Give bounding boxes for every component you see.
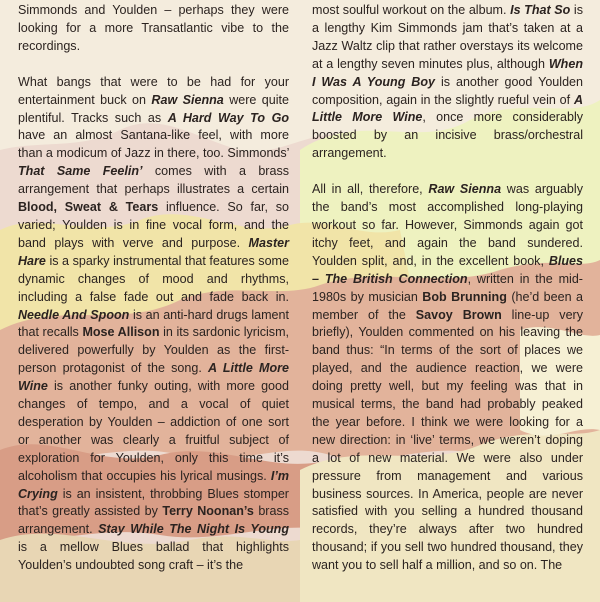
emphasis-text: Is That So (510, 3, 571, 17)
emphasis-text: Needle And Spoon (18, 307, 130, 322)
text-run: is an insistent, throbbing Blues stomper that’s greatly assisted by (18, 486, 289, 519)
emphasis-text: Blood, Sweat & Tears (18, 200, 159, 215)
paragraph (18, 2, 289, 56)
emphasis-text: A Little More Wine (18, 361, 289, 394)
text-run: is another good Youlden composition, again in the slightly rueful vein of (312, 74, 583, 107)
emphasis-text: Blues – The British Connection (312, 253, 583, 286)
emphasis-text: A Little More Wine (312, 92, 583, 125)
text-run: Simmonds and Youlden – perhaps they were looking for a more Transatlantic vibe to the recordings. (18, 3, 289, 53)
emphasis-text: Terry Noonan’s (162, 504, 254, 519)
emphasis-text: Raw Sienna (428, 182, 502, 197)
text-run: have an almost Santana-like feel, with more than a modicum of Jazz in there, too. Simmonds’ (18, 128, 289, 161)
text-run: is a mellow Blues ballad that highlights Youlden’s undoubted song craft – it’s the (18, 540, 289, 573)
text-run: (he’d been a member of the (312, 289, 583, 322)
emphasis-text: Savoy Brown (415, 307, 502, 322)
text-run: , written in the mid-1980s by musician (312, 271, 583, 304)
left-text-column (18, 2, 289, 575)
right-text-column (312, 2, 583, 575)
text-run: is an anti-hard drugs lament that recalls (18, 307, 289, 340)
text-run: was arguably the band’s most accomplished long-playing workout so far. However, Simmonds again got itchy feet, and again the band sundered. Youlden split, and, in the excellent book, (312, 182, 583, 268)
text-run: brass arrangement. (18, 504, 289, 537)
paragraph (18, 74, 289, 575)
text-run: is a sparky instrumental that features some dynamic changes of mood and rhythms, including a false fade out and fade back in. (18, 253, 289, 304)
emphasis-text: I’m Crying (18, 468, 289, 501)
paragraph (312, 181, 583, 575)
text-run: comes with a brass arrangement that perhaps illustrates a certain (18, 164, 289, 197)
emphasis-text: Stay While The Night Is Young (98, 522, 289, 537)
emphasis-text: That Same Feelin’ (18, 164, 143, 179)
emphasis-text: A Hard Way To Go (167, 110, 289, 125)
paragraph (312, 2, 583, 163)
emphasis-text: Bob Brunning (422, 289, 507, 304)
emphasis-text: When I Was A Young Boy (312, 56, 583, 89)
text-run: All in all, therefore, (312, 182, 429, 197)
text-run: What bangs that were to be had for your entertainment buck on (18, 74, 289, 107)
text-run: , once more considerably boosted by an incisive brass/orchestral arrangement. (312, 110, 584, 161)
text-run: is another funky outing, with more good changes of tempo, and a vocal of quiet desperation by Youlden – addiction of one sort or another was clearly a fruitful subject of exploration for Youlden, only this time it’s alcoholism that occupies his lyrical musings. (18, 379, 289, 483)
text-run: in its sardonic lyricism, delivered powerfully by Youlden as the first-person protagonist of the song. (18, 325, 290, 376)
text-run: influence. So far, so varied; Youlden is in fine vocal form, and the band plays with verve and purpose. (18, 200, 289, 250)
emphasis-text: Raw Sienna (151, 92, 224, 107)
text-run: most soulful workout on the album. (312, 3, 511, 17)
emphasis-text: Mose Allison (82, 325, 160, 340)
emphasis-text: Master Hare (18, 235, 289, 268)
text-run: is a lengthy Kim Simmonds jam that’s taken at a Jazz Waltz clip that rather overstays its welcome at a lengthy seven minutes plus, although (312, 3, 583, 71)
text-run: were quite plentiful. Tracks such as (18, 92, 290, 125)
text-run: line-up very briefly), Youlden commented on his leaving the band thus: “In terms of the sort of places we played, and the audience reaction, we were doing pretty well, but my feeling was that in musical terms, the band had probably peaked the year before. I think we were looking for a new direction: in ‘live’ terms, we weren’t doping a lot of new material. We were also under pressure from management and various business sources. In America, people are never satisfied with you selling a hundred thousand records, they’re always after two hundred thousand; if you sell two hundred thousand, they want you to sell half a million, and so on. The (312, 307, 584, 573)
